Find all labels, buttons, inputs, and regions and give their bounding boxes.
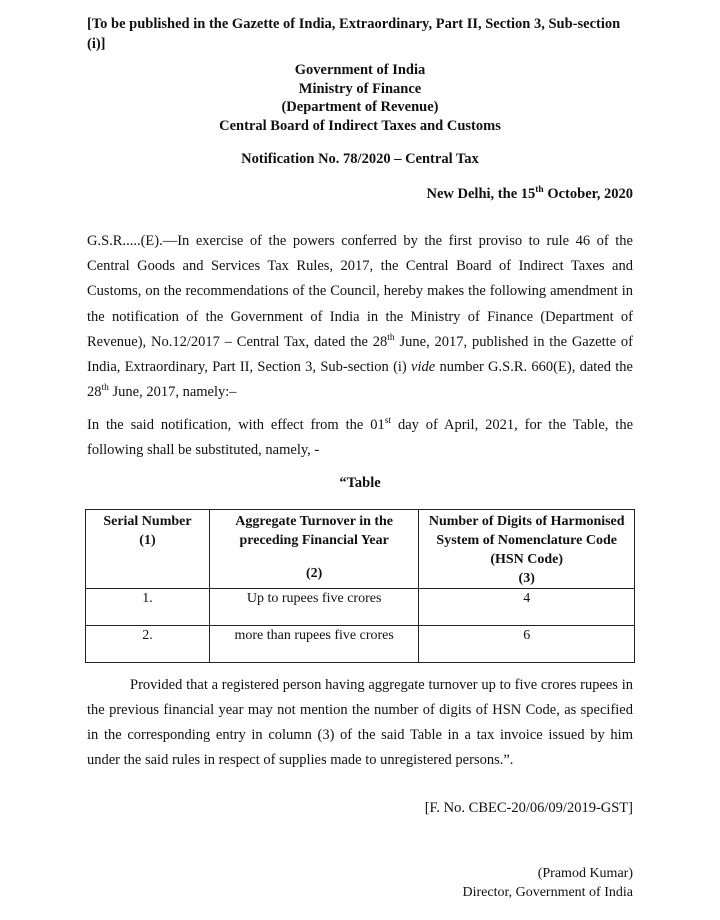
file-number: [F. No. CBEC-20/06/09/2019-GST]: [424, 800, 633, 816]
preamble-sup-2: th: [101, 383, 109, 394]
header-serial-number: [86, 510, 210, 589]
table-title: “Table: [339, 475, 381, 491]
preamble-text-b: June, 2017, published in the Gazette of India, Extraordinary, Part II, Section 3, Sub-section (i): [87, 333, 634, 376]
proviso-text: Provided that a registered person having aggregate turnover up to five crores rupees in the previous financial year may not mention the number of digits of HSN Code, as specified in the corresponding entry in column (3) of the said Table in a tax invoice issued by him under the said rules in respect of supplies made to unregistered persons.”.: [87, 677, 633, 768]
cell-digits: 4: [419, 589, 635, 626]
signatory-designation: Director, Government of India: [462, 885, 633, 900]
cell-serial: 1.: [86, 589, 210, 626]
table-row: [86, 589, 635, 626]
substitution-text-a: In the said notification, with effect from the 01: [87, 417, 385, 433]
hsn-digits-table: [85, 509, 635, 663]
header-column-number: (3): [518, 571, 535, 586]
header-label: Number of Digits of Harmonised System of Nomenclature Code (HSN Code): [428, 514, 625, 567]
preamble-sup-1: th: [387, 332, 395, 343]
preamble-text-c: number G.S.R. 660(E), dated the 28: [87, 359, 633, 401]
header-label: Serial Number: [103, 514, 192, 529]
preamble-text-d: June, 2017, namely:–: [108, 384, 237, 401]
cell-turnover: more than rupees five crores: [209, 626, 419, 663]
org-line-department: (Department of Revenue): [281, 99, 439, 116]
cell-serial: 2.: [86, 626, 210, 663]
header-column-number: (1): [139, 533, 156, 548]
substitution-paragraph: [87, 413, 633, 463]
date-ordinal: th: [535, 185, 544, 196]
org-line-board: Central Board of Indirect Taxes and Customs: [219, 117, 501, 134]
substitution-text-b: day of April, 2021, for the Table, the following shall be substituted, namely, -: [87, 417, 634, 458]
header-label: Aggregate Turnover in the preceding Financial Year: [235, 514, 394, 548]
proviso-paragraph: [87, 673, 633, 773]
notification-number: Notification No. 78/2020 – Central Tax: [241, 151, 479, 167]
org-line-ministry: Ministry of Finance: [298, 80, 422, 97]
cell-digits: 6: [419, 626, 635, 663]
preamble-paragraph: [87, 229, 633, 405]
table-header-row: [86, 510, 635, 589]
preamble-text-a: G.S.R.....(E).—In exercise of the powers conferred by the first proviso to rule 46 of the Central Goods and Services Tax Rules, 2017, the Central Board of Indirect Taxes and Customs, on the recommendations of the Council, hereby makes the following amendment in the notification of the Government of India in the Ministry of Finance (Department of Revenue), No.12/2017 – Central Tax, dated the 28: [87, 233, 633, 350]
header-aggregate-turnover: [209, 510, 419, 589]
header-hsn-digits: [419, 510, 635, 589]
substitution-sup: st: [384, 416, 392, 427]
cell-turnover: Up to rupees five crores: [209, 589, 419, 626]
table-row: [86, 626, 635, 663]
date-prefix: New Delhi, the 15: [426, 186, 536, 202]
signatory-name: (Pramod Kumar): [537, 866, 633, 881]
preamble-vide: vide: [411, 359, 436, 376]
header-column-number: (2): [305, 566, 323, 581]
gazette-note: [To be published in the Gazette of India, Extraordinary, Part II, Section 3, Sub-section (i)]: [87, 16, 621, 52]
date-suffix: October, 2020: [543, 186, 633, 202]
issuing-authority: [87, 61, 633, 135]
org-line-government: Government of India: [294, 62, 426, 78]
notification-date: [427, 186, 633, 203]
